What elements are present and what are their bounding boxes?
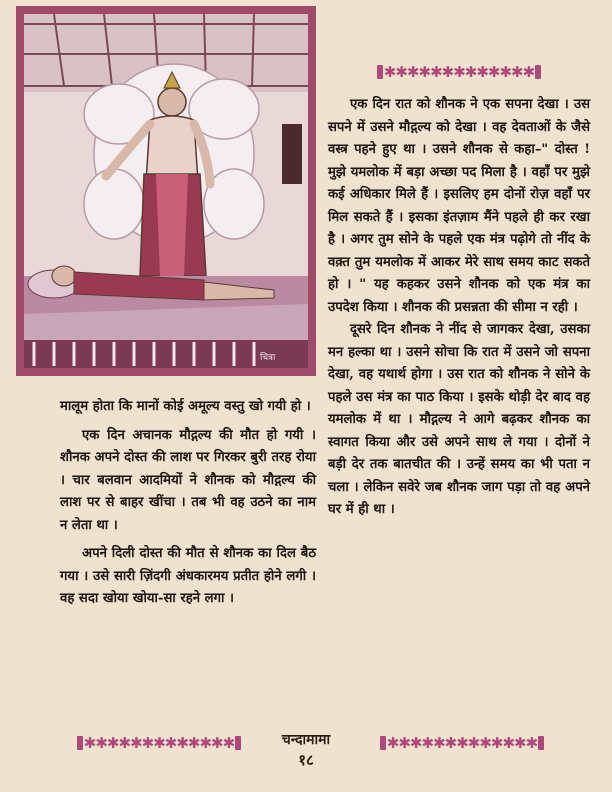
ornament-edge [535,65,541,79]
right-text-column [328,94,590,522]
top-ornament-border [328,62,590,82]
ornament-edge [538,736,544,750]
ornament-pattern: ✱✱✱✱✱✱✱✱✱✱✱✱✱ [83,734,235,752]
right-paragraph-2: दूसरे दिन शौनक ने नींद से जागकर देखा, उसका मन हल्का था । उसने सोचा कि रात में उसने जो सपना देखा, वह यथार्थ होगा । उस रात को शौनक ने सोने के पहले उस मंत्र का पाठ किया । इसके थोड़ी देर बाद वह यमलोक में था । मौद्गल्य ने आगे बढ़कर शौनक का स्वागत किया और उसे अपने साथ ले गया । दोनों ने बड़ी देर तक बातचीत की । उन्हें समय का भी पता न चला । लेकिन सवेरे जब शौनक जाग पड़ा तो वह अपने घर में ही था । [328,322,590,517]
bottom-left-ornament [60,733,258,753]
artist-signature: चित्रा [260,353,276,363]
illustration-artwork [24,14,308,368]
page-number: १८ [298,751,314,769]
ornament-edge [377,65,383,79]
ornament-edge [235,736,241,750]
magazine-name: चन्दामामा [281,732,331,748]
ornament-edge [380,736,386,750]
left-paragraph-1: मालूम होता कि मानों कोई अमूल्य वस्तु खो गयी हो । [60,399,311,414]
left-paragraph-3: अपने दिली दोस्त की मौत से शौनक का दिल बैठ गया । उसे सारी ज़िंदगी अंधकारमय प्रतीत होने लगी । वह सदा खोया खोया-सा रहने लगा । [60,546,316,606]
right-paragraph-1: एक दिन रात को शौनक ने एक सपना देखा । उस सपने में उसने मौद्गल्य को देखा । वह देवताओं के जैसे वस्त्र पहने हुए था । उसने शौनक से कहा–" दोस्त ! मुझे यमलोक में बड़ा अच्छा पद मिला है । वहाँ पर मुझे कई अधिकार मिले हैं । इसलिए हम दोनों रोज़ वहाँ पर मिल सकते हैं । इसका इंतज़ाम मैंने पहले ही कर रखा है । अगर तुम सोने के पहले एक मंत्र पढ़ोगे तो नींद के वक़्त तुम यमलोक में आकर मेरे साथ समय काट सकते हो । " यह कहकर उसने शौनक को एक मंत्र का उपदेश किया । शौनक की प्रसन्नता की सीमा न रही । [328,97,590,315]
ornament-pattern: ✱✱✱✱✱✱✱✱✱✱✱✱✱ [383,63,535,81]
ornament-edge [77,736,83,750]
left-paragraph-2: एक दिन अचानक मौद्गल्य की मौत हो गयी । शौनक अपने दोस्त की लाश पर गिरकर बुरी तरह रोया । चार बलवान आदमियों ने शौनक को मौद्गल्य की लाश पर से बाहर खींचा । तब भी वह उठने का नाम न लेता था । [60,427,316,533]
bottom-right-ornament [352,733,572,753]
left-text-column [60,396,316,611]
story-illustration [16,6,316,376]
ornament-pattern: ✱✱✱✱✱✱✱✱✱✱✱✱✱ [386,734,538,752]
